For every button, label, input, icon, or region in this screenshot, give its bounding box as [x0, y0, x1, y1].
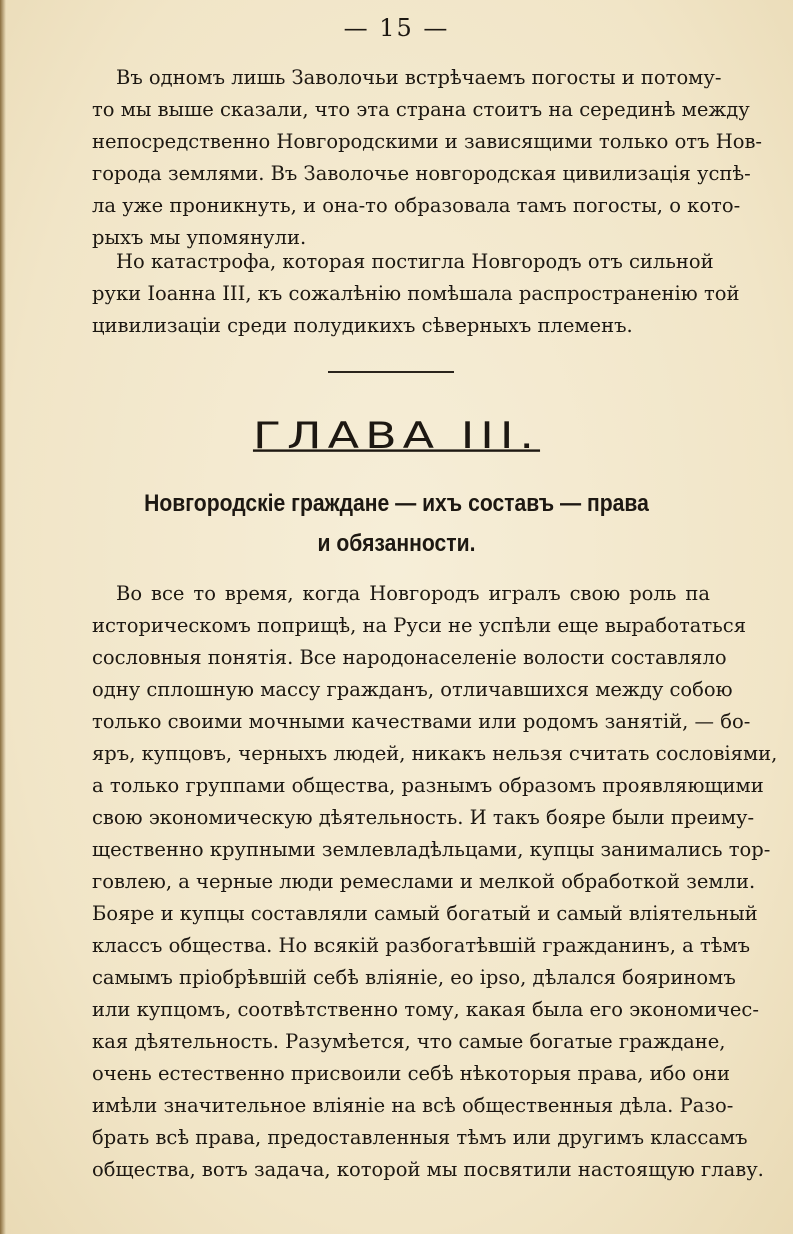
text-line: свою экономическую дѣятельность. И такъ бояре были преиму- [92, 806, 755, 829]
page-binding-edge [0, 0, 6, 1234]
chapter-subtitle-line: и обязанности. [317, 530, 476, 557]
section-divider [328, 371, 454, 373]
text-line: Въ одномъ лишь Заволочьи встрѣчаемъ погосты и потому- [116, 66, 722, 89]
chapter-body-paragraph [92, 578, 778, 1186]
text-line: или купцомъ, соотвѣтственно тому, какая была его экономичес- [92, 998, 759, 1021]
text-line: рыхъ мы упомянули. [92, 226, 307, 249]
text-line: города землями. Въ Заволочье новгородская цивилизація успѣ- [92, 162, 751, 185]
text-line: Но катастрофа, которая постигла Новгородъ отъ сильной [116, 250, 714, 273]
page-number: — 15 — [343, 14, 450, 42]
text-line: непосредственно Новгородскими и зависящими только отъ Нов- [92, 130, 763, 153]
text-line: общества, вотъ задача, которой мы посвятили настоящую главу. [92, 1158, 764, 1181]
chapter-subtitle-line: Новгородскіе граждане — ихъ составъ — права [144, 490, 649, 517]
text-line: а только группами общества, разнымъ образомъ проявляющими [92, 774, 764, 797]
text-line: сословныя понятія. Все народонаселеніе волости составляло [92, 646, 727, 669]
text-line: щественно крупными землевладѣльцами, купцы занимались тор- [92, 838, 771, 861]
text-line: самымъ пріобрѣвшій себѣ вліяніе, eo ipso, дѣлался бояриномъ [92, 966, 736, 989]
text-line: очень естественно присвоили себѣ нѣкоторыя права, ибо они [92, 1062, 731, 1085]
text-line: то мы выше сказали, что эта страна стоитъ на серединѣ между [92, 98, 750, 121]
text-line: одну сплошную массу гражданъ, отличавшихся между собою [92, 678, 733, 701]
chapter-heading: ГЛАВА III. [252, 413, 541, 457]
text-line: яръ, купцовъ, черныхъ людей, никакъ нельзя считать сословіями, [92, 742, 778, 765]
text-line: только своими мочными качествами или родомъ занятій, — бо- [92, 710, 751, 733]
text-line: говлею, а черные люди ремеслами и мелкой обработкой земли. [92, 870, 756, 893]
text-line: Во все то время, когда Новгородъ игралъ свою роль па [116, 582, 710, 605]
text-line: брать всѣ права, предоставленныя тѣмъ или другимъ классамъ [92, 1126, 748, 1149]
text-line: ла уже проникнуть, и она-то образовала тамъ погосты, о кото- [92, 194, 741, 217]
text-line: классъ общества. Но всякій разбогатѣвшій гражданинъ, а тѣмъ [92, 934, 751, 957]
text-line: кая дѣятельность. Разумѣется, что самые богатые граждане, [92, 1030, 726, 1053]
text-line: Бояре и купцы составляли самый богатый и самый вліятельный [92, 902, 758, 925]
catastrophe-paragraph [92, 246, 740, 342]
text-line: руки Іоанна III, къ сожалѣнію помѣшала распространенію той [92, 282, 740, 305]
chapter-subtitle [48, 484, 746, 564]
intro-paragraph [92, 62, 763, 254]
text-line: цивилизаціи среди полудикихъ сѣверныхъ племенъ. [92, 314, 633, 337]
text-line: историческомъ поприщѣ, на Руси не успѣли еще выработаться [92, 614, 747, 637]
text-line: имѣли значительное вліяніе на всѣ общественныя дѣла. Разо- [92, 1094, 734, 1117]
